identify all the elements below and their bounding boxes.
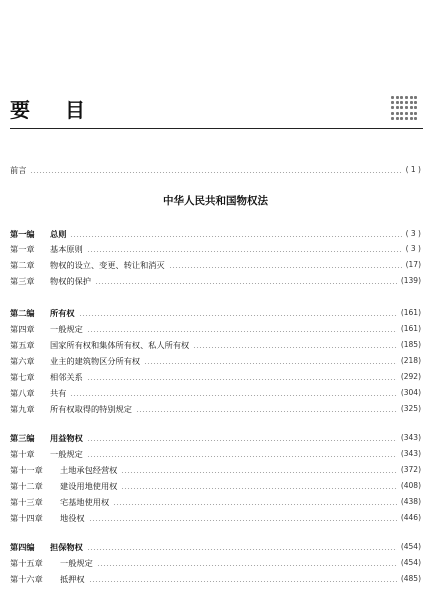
grid-dot <box>396 117 399 120</box>
toc-entry-number: 第三编 <box>10 433 35 443</box>
toc-entry-title: 相邻关系 <box>50 372 83 382</box>
toc-entry-number: 第十三章 <box>10 497 43 507</box>
toc-entry-page: (161) <box>400 308 421 317</box>
dot-leader <box>97 560 397 566</box>
toc-entry-number: 第八章 <box>10 388 35 398</box>
toc-entry-number: 第六章 <box>10 356 35 366</box>
toc-entry-page: (325) <box>400 404 421 413</box>
toc-entry-page: (139) <box>400 276 421 285</box>
toc-entry-title: 土地承包经营权 <box>60 465 118 475</box>
toc-entry-title: 一般规定 <box>60 558 93 568</box>
toc-entry-number: 第十四章 <box>10 513 43 523</box>
toc-entry[interactable] <box>10 447 421 461</box>
toc-entry-page: (292) <box>400 372 421 381</box>
dot-leader <box>89 576 397 582</box>
toc-entry-number: 第十六章 <box>10 574 43 584</box>
toc-entry-page: (218) <box>400 356 421 365</box>
toc-entry-title: 基本原则 <box>50 244 83 254</box>
toc-entry[interactable] <box>10 511 421 525</box>
toc-entry[interactable] <box>10 242 421 256</box>
toc-entry-page: (454) <box>400 542 421 551</box>
toc-entry-title: 所有权取得的特别规定 <box>50 404 132 414</box>
toc-entry-page: (438) <box>400 497 421 506</box>
decorative-dot-grid <box>391 96 418 121</box>
heading-divider <box>10 128 423 129</box>
dot-leader <box>144 358 397 364</box>
toc-entry-title: 抵押权 <box>60 574 85 584</box>
toc-entry-title: 物权的保护 <box>50 276 91 286</box>
dot-leader <box>136 406 397 412</box>
toc-entry-title: 地役权 <box>60 513 85 523</box>
grid-dot <box>405 106 408 109</box>
dot-leader <box>87 246 402 252</box>
toc-entry-number: 第七章 <box>10 372 35 382</box>
toc-entry-number: 第三章 <box>10 276 35 286</box>
dot-leader <box>87 435 397 441</box>
grid-dot <box>410 112 413 115</box>
grid-dot <box>410 106 413 109</box>
toc-entry-page: (485) <box>400 574 421 583</box>
toc-entry-number: 第九章 <box>10 404 35 414</box>
preface-title: 前言 <box>10 165 27 175</box>
toc-entry-page: (17) <box>405 260 421 269</box>
toc-entry-page: (372) <box>400 465 421 474</box>
dot-leader <box>70 390 396 396</box>
toc-entry[interactable] <box>10 572 421 586</box>
grid-dot <box>400 101 403 104</box>
grid-dot <box>405 117 408 120</box>
toc-entry-number: 第十一章 <box>10 465 43 475</box>
dot-leader <box>79 310 397 316</box>
toc-entry[interactable] <box>10 431 421 445</box>
toc-entry-number: 第二章 <box>10 260 35 270</box>
toc-entry-preface[interactable] <box>10 163 421 177</box>
grid-dot <box>405 101 408 104</box>
grid-dot <box>400 106 403 109</box>
toc-entry-title: 国家所有权和集体所有权、私人所有权 <box>50 340 190 350</box>
grid-dot <box>414 117 417 120</box>
toc-entry[interactable] <box>10 556 421 570</box>
toc-entry-number: 第五章 <box>10 340 35 350</box>
toc-entry-page: (343) <box>400 449 421 458</box>
toc-entry-page: (161) <box>400 324 421 333</box>
toc-entry[interactable] <box>10 370 421 384</box>
toc-entry-number: 第十五章 <box>10 558 43 568</box>
toc-entry[interactable] <box>10 322 421 336</box>
dot-leader <box>89 515 397 521</box>
dot-leader <box>87 326 397 332</box>
toc-entry[interactable] <box>10 258 421 272</box>
toc-entry-page: (343) <box>400 433 421 442</box>
toc-entry[interactable] <box>10 274 421 288</box>
toc-entry-page: (304) <box>400 388 421 397</box>
grid-dot <box>410 117 413 120</box>
toc-entry-number: 第一章 <box>10 244 35 254</box>
preface-page: ( 1 ) <box>405 165 421 174</box>
toc-entry[interactable] <box>10 495 421 509</box>
grid-dot <box>400 112 403 115</box>
toc-entry-title: 宅基地使用权 <box>60 497 110 507</box>
grid-dot <box>410 101 413 104</box>
toc-entry[interactable] <box>10 479 421 493</box>
toc-entry-title: 一般规定 <box>50 324 83 334</box>
grid-dot <box>391 106 394 109</box>
grid-dot <box>414 112 417 115</box>
dot-leader <box>169 262 402 268</box>
toc-entry-number: 第一编 <box>10 229 35 239</box>
dot-leader <box>95 278 397 284</box>
toc-entry-number: 第十二章 <box>10 481 43 491</box>
dot-leader <box>121 483 397 489</box>
toc-entry-title: 所有权 <box>50 308 75 318</box>
grid-dot <box>396 101 399 104</box>
toc-entry[interactable] <box>10 540 421 554</box>
toc-entry-number: 第二编 <box>10 308 35 318</box>
dot-leader <box>193 342 397 348</box>
dot-leader <box>87 374 397 380</box>
toc-entry[interactable] <box>10 338 421 352</box>
dot-leader <box>113 499 397 505</box>
toc-entry-page: (454) <box>400 558 421 567</box>
toc-entry-number: 第四编 <box>10 542 35 552</box>
grid-dot <box>414 101 417 104</box>
grid-dot <box>391 101 394 104</box>
grid-dot <box>405 112 408 115</box>
toc-entry-page: (446) <box>400 513 421 522</box>
toc-entry-title: 物权的设立、变更、转让和消灭 <box>50 260 165 270</box>
grid-dot <box>391 112 394 115</box>
toc-entry-title: 业主的建筑物区分所有权 <box>50 356 141 366</box>
dot-leader <box>121 467 397 473</box>
toc-entry[interactable] <box>10 463 421 477</box>
grid-dot <box>396 106 399 109</box>
toc-entry[interactable] <box>10 354 421 368</box>
toc-entry-page: (185) <box>400 340 421 349</box>
grid-dot <box>400 117 403 120</box>
toc-entry-title: 建设用地使用权 <box>60 481 118 491</box>
dot-leader <box>87 544 397 550</box>
toc-entry-title: 共有 <box>50 388 67 398</box>
dot-leader <box>87 451 397 457</box>
grid-dot <box>410 96 413 99</box>
toc-entry[interactable] <box>10 386 421 400</box>
grid-dot <box>400 96 403 99</box>
law-title: 中华人民共和国物权法 <box>163 195 268 207</box>
toc-entry-page: ( 3 ) <box>405 244 421 253</box>
dot-leader <box>70 231 401 237</box>
toc-entry-title: 一般规定 <box>50 449 83 459</box>
grid-dot <box>391 117 394 120</box>
toc-entry-page: ( 3 ) <box>405 229 421 238</box>
toc-entry-title: 用益物权 <box>50 433 83 443</box>
grid-dot <box>396 96 399 99</box>
toc-entry-title: 担保物权 <box>50 542 83 552</box>
grid-dot <box>396 112 399 115</box>
toc-entry-number: 第四章 <box>10 324 35 334</box>
grid-dot <box>414 96 417 99</box>
toc-entry[interactable] <box>10 402 421 416</box>
toc-entry-page: (408) <box>400 481 421 490</box>
toc-entry[interactable] <box>10 306 421 320</box>
grid-dot <box>391 96 394 99</box>
toc-entry-number: 第十章 <box>10 449 35 459</box>
page-heading: 要 目 <box>10 98 99 122</box>
dot-leader <box>30 167 401 173</box>
toc-entry-title: 总则 <box>50 229 67 239</box>
grid-dot <box>405 96 408 99</box>
grid-dot <box>414 106 417 109</box>
toc-entry[interactable] <box>10 227 421 241</box>
